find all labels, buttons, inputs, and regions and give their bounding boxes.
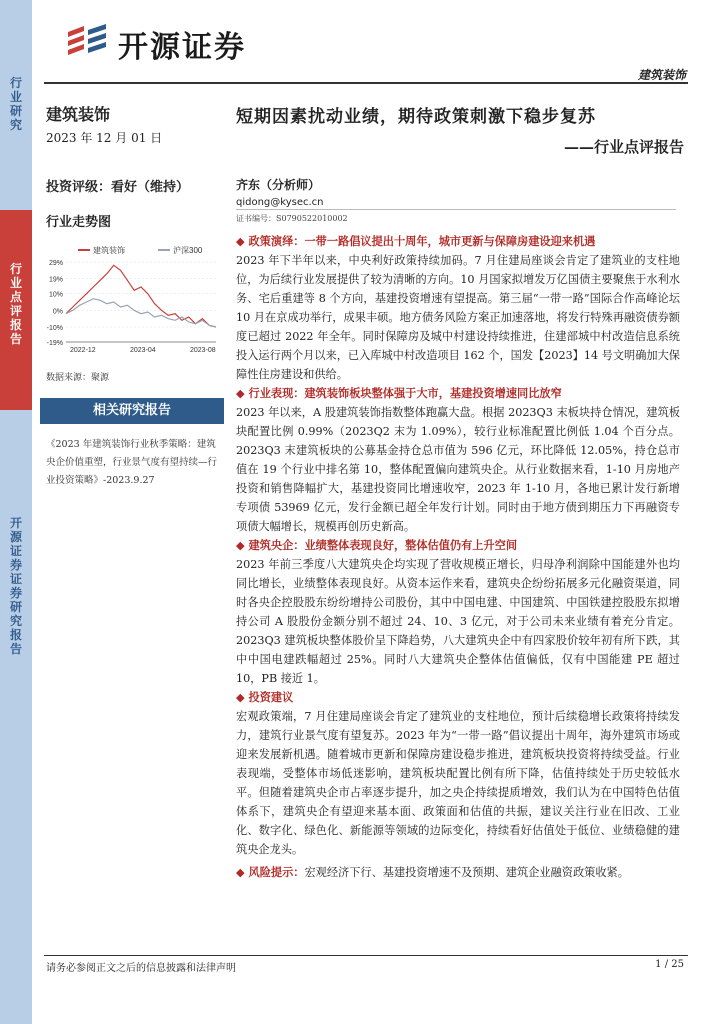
related-research-item[interactable]: 《2023 年建筑装饰行业秋季策略：建筑央企价值重塑，行业景气度有望持续—行业投资策略》-2023.9.27 xyxy=(46,439,218,486)
trend-chart-title: 行业走势图 xyxy=(46,215,112,230)
data-source: 数据来源：聚源 xyxy=(46,373,110,383)
analyst-name: 齐东（分析师） xyxy=(236,178,321,192)
analyst-divider xyxy=(236,209,676,210)
footer-divider xyxy=(44,955,688,956)
report-subtitle: ——行业点评报告 xyxy=(563,138,684,156)
legend-label: 沪深300 xyxy=(173,246,203,255)
diamond-bullet-icon: ◆ xyxy=(236,538,249,552)
brand-logo-icon xyxy=(64,24,110,60)
sector-name: 建筑装饰 xyxy=(46,105,111,124)
trend-chart xyxy=(34,240,224,362)
y-tick-label: -10% xyxy=(46,325,63,332)
x-tick-label: 2023-04 xyxy=(130,347,156,354)
section-performance-body: 2023 年以来，A 股建筑装饰指数整体跑赢大盘。根据 2023Q3 末板块持仓情况，建筑板块配置比例 0.99%（2023Q2 末为 1.09%），较行业标准配置比例低 1.04 个百分点。2023Q3 末建筑板块的公募基金持仓总市值为 596 亿元，环比降低 12.05%，持仓总市值在 19 个行业中排名第 10，整体配置偏向建筑央企。从行业数据来看，1-10 月房地产投资和销售降幅扩大，基建投资同比增速收窄，2023 年 1-10 月，各地已累计发行新增专项债 53969 亿元，发行金额已超全年发行计划。同时由于地方债到期压力下再融资专项债大幅增长，规模再创历史新高。 xyxy=(236,406,680,533)
section-performance-heading: ◆ 行业表现：建筑装饰板块整体强于大市，基建投资增速同比放窄 xyxy=(236,386,562,400)
sidebar-label-middle: 行业点评报告 xyxy=(9,262,22,346)
report-date: 2023 年 12 月 01 日 xyxy=(46,131,163,145)
section-policy-body: 2023 年下半年以来，中央利好政策持续加码。7 月住建局座谈会肯定了建筑业的支柱地位，为后续行业发展提供了较为清晰的方向。10 月国家拟增发万亿国债主要聚焦于水利水务、宅后重建等 8 个方向，基建投资增速有望提高。第三届“一带一路”国际合作高峰论坛 10 月在京成功举行，成果丰硕。地方债务风险方案正加速落地，将发行特殊再融资债券额度已超过 2022 年全年。同时保障房及城中村建设持续推进，住建部城中村改造信息系统投入运行两个月以来，已入库城中村改造项目 162 个，国发【2023】14 号文明确加大保障性住房建设和供给。 xyxy=(236,254,680,381)
series-line xyxy=(66,299,216,327)
y-tick-label: 19% xyxy=(48,276,63,284)
y-tick-label: 0% xyxy=(52,308,63,316)
header-divider xyxy=(44,82,688,84)
legend-label: 建筑装饰 xyxy=(93,246,125,255)
sidebar-label-bottom: 开源证券 证券研究报告 xyxy=(9,516,22,656)
series-line xyxy=(66,265,216,327)
page-number: 1 / 25 xyxy=(655,959,684,970)
brand-name: 开源证券 xyxy=(118,30,246,65)
sidebar-strip-bottom xyxy=(0,410,32,1024)
y-tick-label: 10% xyxy=(48,291,63,299)
related-research-header: 相关研究报告 xyxy=(40,398,224,424)
header-category: 建筑装饰 xyxy=(637,68,686,82)
diamond-bullet-icon: ◆ xyxy=(236,690,249,704)
diamond-bullet-icon: ◆ xyxy=(236,386,249,400)
section-soe-heading: ◆ 建筑央企：业绩整体表现良好，整体估值仍有上升空间 xyxy=(236,538,518,552)
analyst-email[interactable]: qidong@kysec.cn xyxy=(236,197,324,208)
section-advice-heading: ◆ 投资建议 xyxy=(236,690,294,704)
investment-rating: 投资评级：看好（维持） xyxy=(46,180,190,195)
report-title: 短期因素扰动业绩，期待政策刺激下稳步复苏 xyxy=(236,107,596,127)
footer-disclaimer: 请务必参阅正文之后的信息披露和法律声明 xyxy=(46,963,236,974)
section-advice-body: 宏观政策端，7 月住建局座谈会肯定了建筑业的支柱地位，预计后续稳增长政策将持续发力，建筑行业景气度有望复苏。2023 年为“一带一路”倡议提出十周年，海外建筑市场或迎来发展新机遇。随着城市更新和保障房建设稳步推进，建筑板块投资将持续受益。行业表现端，受整体市场低迷影响，建筑板块配置比例有所下降，估值持续处于历史较低水平。但随着建筑央企市占率逐步提升，加之央企持续提质增效，我们认为在中国特色估值体系下，建筑央企有望迎来基本面、政策面和估值的共振，建议关注行业在旧改、工业化、数字化、绿色化、新能源等领域的边际变化，持续看好估值处于低位、业绩稳健的建筑央企龙头。 xyxy=(236,710,680,856)
section-policy-heading: ◆ 政策演绎：一带一路倡议提出十周年，城市更新与保障房建设迎来机遇 xyxy=(236,234,596,248)
section-risk: ◆ 风险提示：宏观经济下行、基建投资增速不及预期、建筑企业融资政策收紧。 xyxy=(236,865,629,879)
diamond-bullet-icon: ◆ xyxy=(236,234,249,248)
y-tick-label: -19% xyxy=(46,340,63,347)
report-body xyxy=(236,232,680,882)
analyst-cert: 证书编号：S0790522010002 xyxy=(236,214,348,223)
sidebar-label-top: 行业研究 xyxy=(9,76,22,132)
diamond-bullet-icon: ◆ xyxy=(236,865,249,879)
y-tick-label: 29% xyxy=(48,260,63,267)
section-soe-body: 2023 年前三季度八大建筑央企均实现了营收规模正增长，归母净利润除中国能建外也均同比增长，业绩整体表现良好。从资本运作来看，建筑央企纷纷拓展多元化融资渠道，同时各央企控股股东纷纷增持公司股份，其中中国电建、中国建筑、中国铁建控股股东拟增持公司 A 股股份金额分别不超过 24、10、3 亿元，对于公司未来业绩有着充分肯定。2023Q3 建筑板块整体股价呈下降趋势，八大建筑央企中有四家股价较年初有所下跌，其中中国电建跌幅超过 25%。同时八大建筑央企整体估值偏低，仅有中国能建 PE 超过 10，PB 接近 1。 xyxy=(236,558,680,685)
x-tick-label: 2022-12 xyxy=(70,347,96,354)
x-tick-label: 2023-08 xyxy=(190,347,216,354)
